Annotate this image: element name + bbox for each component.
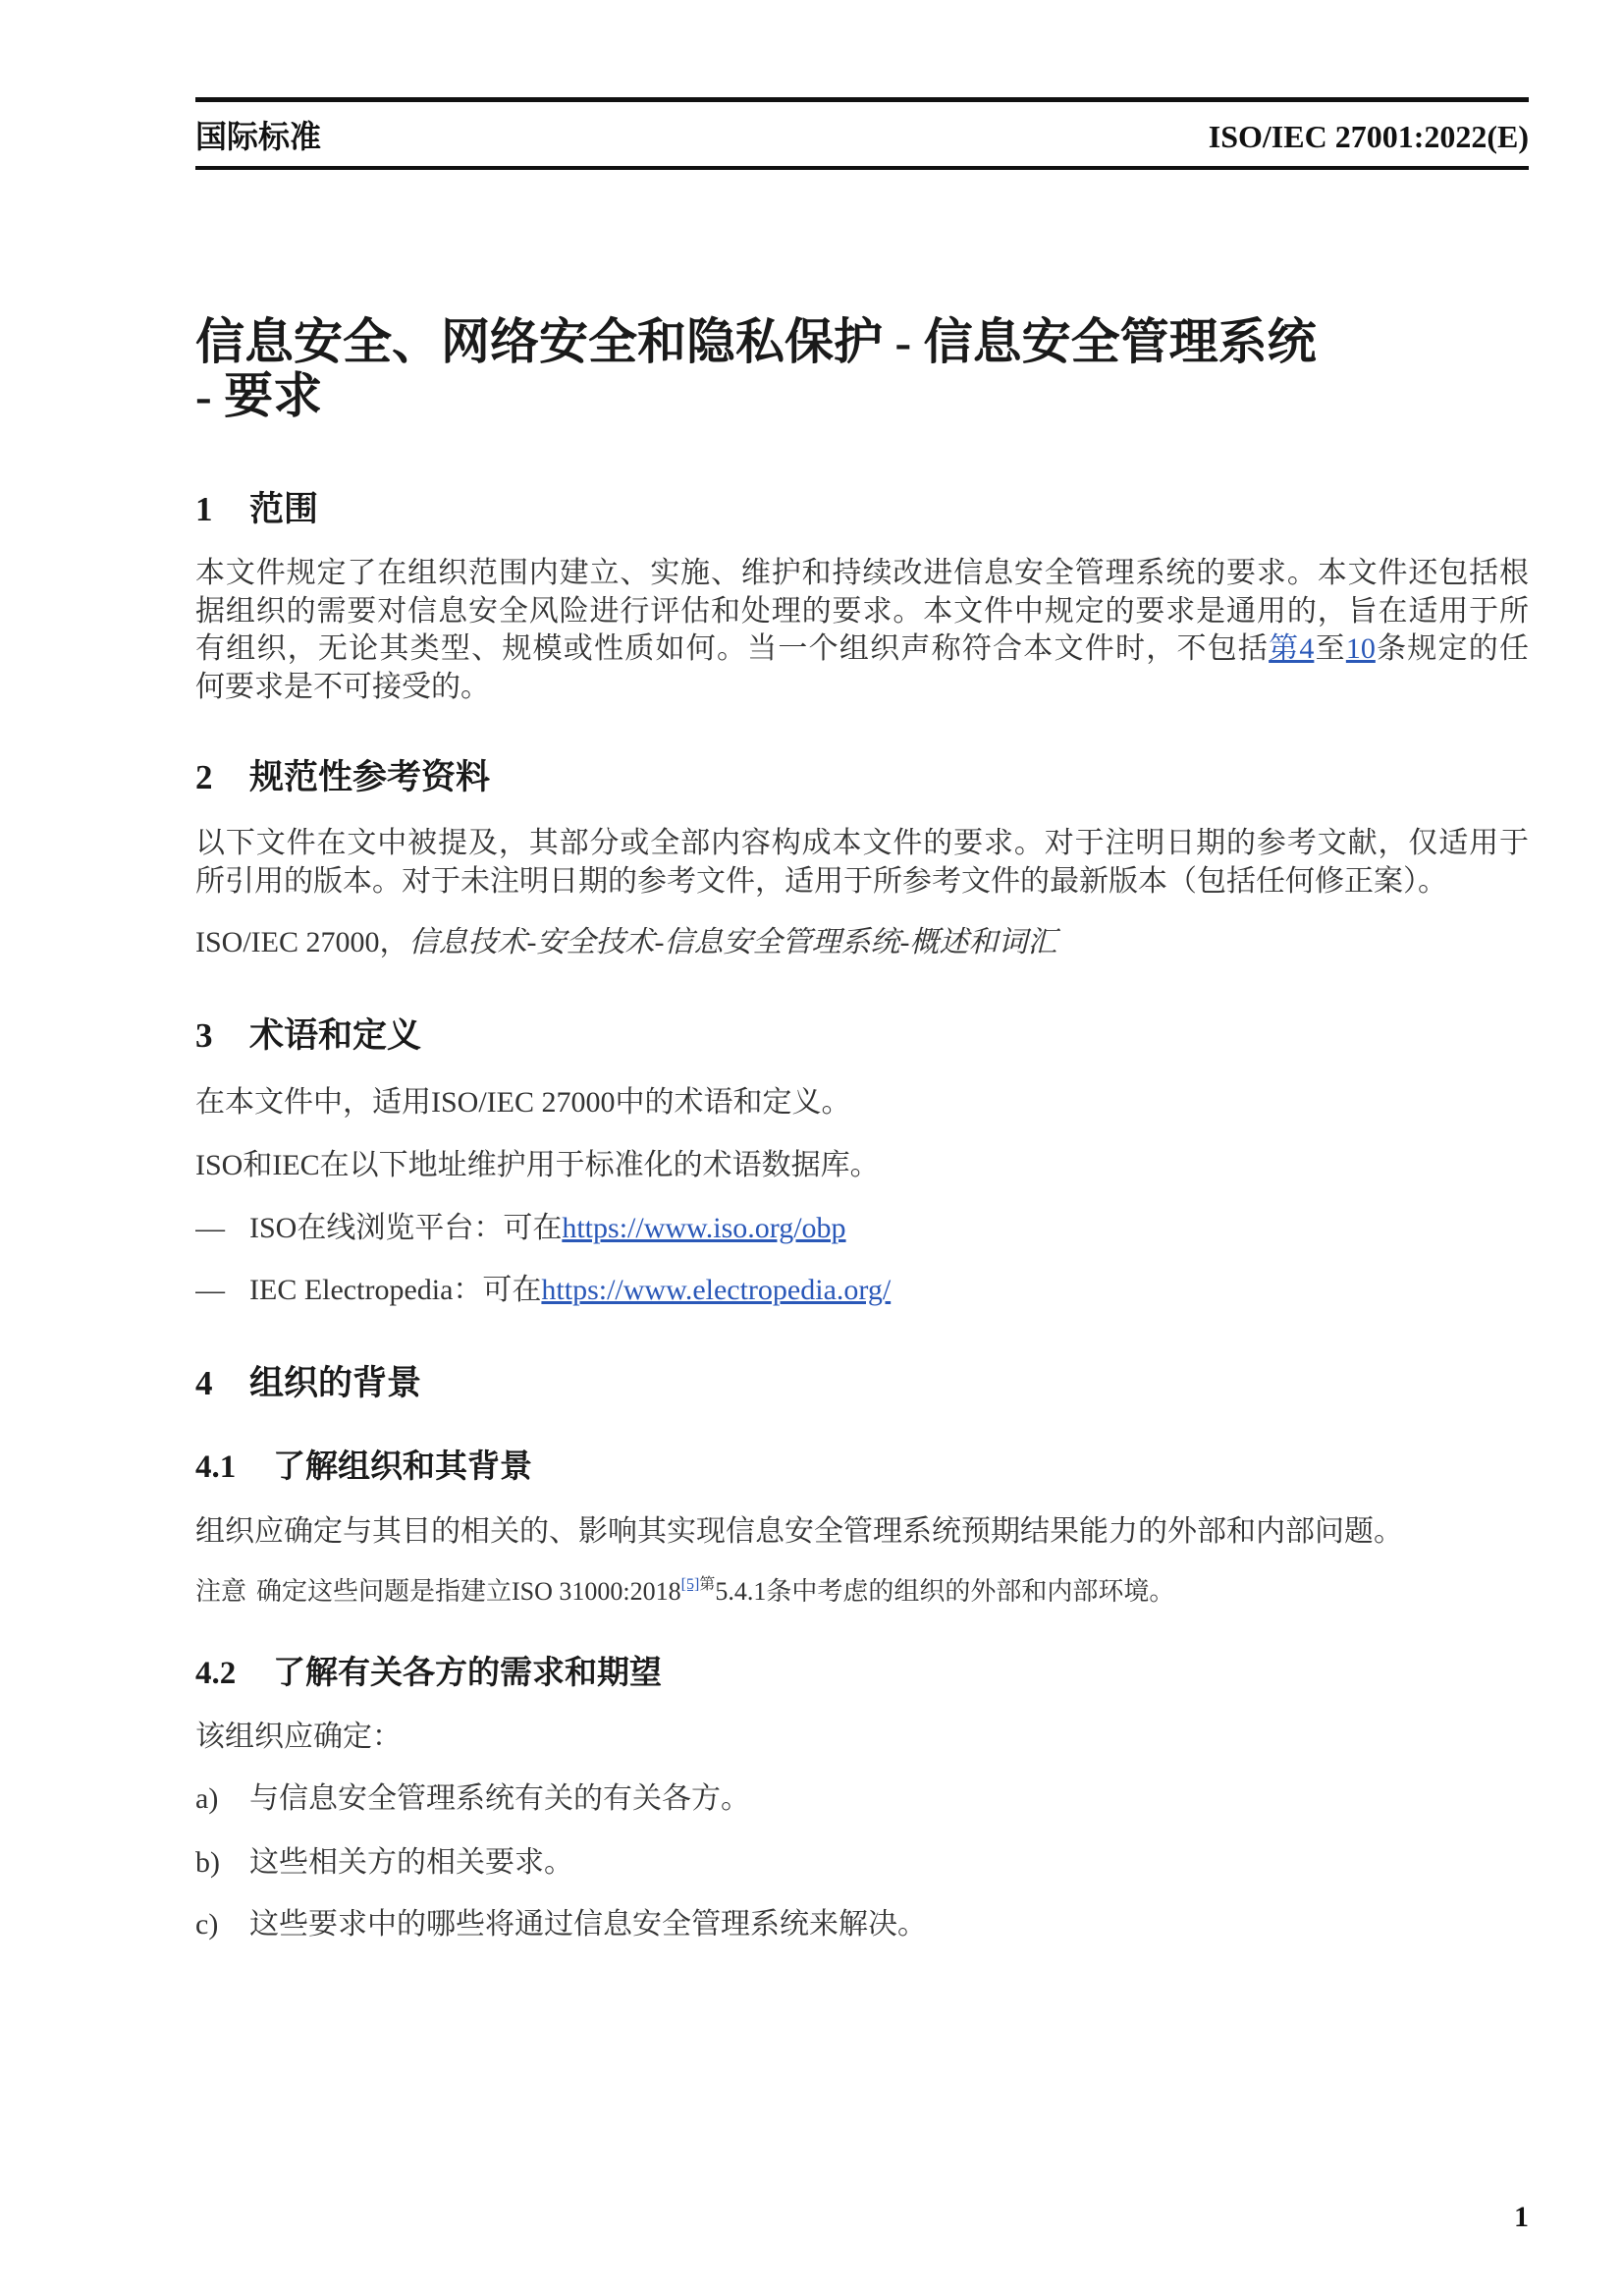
section-number: 3 (195, 1016, 213, 1055)
subsection-4-2-heading (195, 1653, 1529, 1694)
clause-link-10[interactable]: 10 (1345, 632, 1376, 665)
list-marker: a) (195, 1782, 219, 1815)
note-label: 注意 (195, 1577, 247, 1606)
note-text: 确定这些问题是指建立ISO 31000:2018 (256, 1577, 681, 1606)
section-3-paragraph-2: ISO和IEC在以下地址维护用于标准化的术语数据库。 (195, 1149, 880, 1181)
list-item (195, 1906, 1529, 1944)
section-title: 术语和定义 (249, 1016, 422, 1055)
paragraph-text: 有组织，无论其类型、规模或性质如何。当一个组织声称符合本文件时，不包括 (195, 632, 1270, 665)
paragraph-line: 何要求是不可接受的。 (195, 670, 490, 703)
document-title (195, 315, 1529, 423)
list-item-text: ISO在线浏览平台：可在 (249, 1212, 563, 1244)
note (195, 1574, 1529, 1610)
bibliography-ref-link[interactable]: [5] (680, 1575, 700, 1593)
section-title: 范围 (249, 490, 319, 528)
running-header (195, 117, 1529, 156)
section-3-heading (195, 1014, 1529, 1058)
subsection-title: 了解有关各方的需求和期望 (273, 1656, 662, 1691)
section-1-paragraph (195, 555, 1529, 706)
clause-link-4[interactable]: 第4 (1269, 632, 1315, 665)
header-top-rule (195, 97, 1529, 102)
subsection-4-1-heading (195, 1447, 1529, 1488)
list-item (195, 1272, 1529, 1310)
section-title: 规范性参考资料 (249, 758, 491, 796)
section-2-heading (195, 756, 1529, 799)
header-bottom-rule (195, 166, 1529, 170)
reference-designation: ISO/IEC 27000， (195, 926, 409, 958)
subsection-number: 4.1 (195, 1449, 237, 1485)
normative-reference (195, 924, 1529, 962)
list-item (195, 1210, 1529, 1248)
list-item-text: IEC Electropedia：可在 (249, 1274, 542, 1306)
reference-title: 信息技术-安全技术-信息安全管理系统-概述和词汇 (408, 926, 1057, 958)
paragraph-line: 所引用的版本。对于未注明日期的参考文件，适用于所参考文件的最新版本（包括任何修正案）。 (195, 864, 1447, 898)
dash-marker: — (195, 1274, 225, 1306)
dash-marker: — (195, 1212, 225, 1244)
subsection-title: 了解组织和其背景 (273, 1449, 532, 1485)
list-marker: c) (195, 1908, 219, 1941)
paragraph-text: 至 (1314, 632, 1346, 665)
subsection-number: 4.2 (195, 1656, 237, 1691)
list-marker: b) (195, 1846, 220, 1879)
subsection-4-1-paragraph: 组织应确定与其目的相关的、影响其实现信息安全管理系统预期结果能力的外部和内部问题。 (195, 1515, 1403, 1548)
iso-obp-link[interactable]: https://www.iso.org/obp (562, 1212, 846, 1244)
paragraph-line (195, 630, 1529, 669)
section-number: 1 (195, 490, 213, 528)
section-number: 4 (195, 1364, 213, 1402)
section-3-paragraph-1: 在本文件中，适用ISO/IEC 27000中的术语和定义。 (195, 1086, 851, 1119)
page-number: 1 (1514, 2201, 1529, 2233)
section-title: 组织的背景 (249, 1364, 422, 1402)
header-standard-id: ISO/IEC 27001:2022(E) (1208, 119, 1529, 154)
section-4-heading (195, 1362, 1529, 1405)
paragraph-text: 条规定的任 (1375, 632, 1529, 665)
note-text: 5.4.1条中考虑的组织的外部和内部环境。 (715, 1577, 1175, 1606)
list-item-text: 这些相关方的相关要求。 (249, 1846, 573, 1879)
section-number: 2 (195, 758, 213, 796)
title-line-2: - 要求 (195, 368, 323, 423)
list-item-text: 这些要求中的哪些将通过信息安全管理系统来解决。 (249, 1908, 927, 1941)
paragraph-line: 本文件规定了在组织范围内建立、实施、维护和持续改进信息安全管理系统的要求。本文件还包括根 (195, 557, 1529, 589)
list-item (195, 1780, 1529, 1819)
paragraph-line: 据组织的需要对信息安全风险进行评估和处理的要求。本文件中规定的要求是通用的，旨在适用于所 (195, 594, 1529, 628)
subsection-4-2-intro: 该组织应确定： (195, 1721, 402, 1753)
electropedia-link[interactable]: https://www.electropedia.org/ (541, 1274, 892, 1306)
section-1-heading (195, 488, 1529, 531)
list-item (195, 1844, 1529, 1883)
paragraph-line: 以下文件在文中被提及，其部分或全部内容构成本文件的要求。对于注明日期的参考文献，仅适用于 (195, 827, 1529, 859)
section-2-paragraph (195, 825, 1529, 901)
title-line-1: 信息安全、网络安全和隐私保护 - 信息安全管理系统 (195, 314, 1317, 369)
header-doc-type: 国际标准 (195, 119, 322, 154)
note-ref-suffix: 第 (699, 1575, 716, 1593)
list-item-text: 与信息安全管理系统有关的有关各方。 (249, 1782, 750, 1815)
